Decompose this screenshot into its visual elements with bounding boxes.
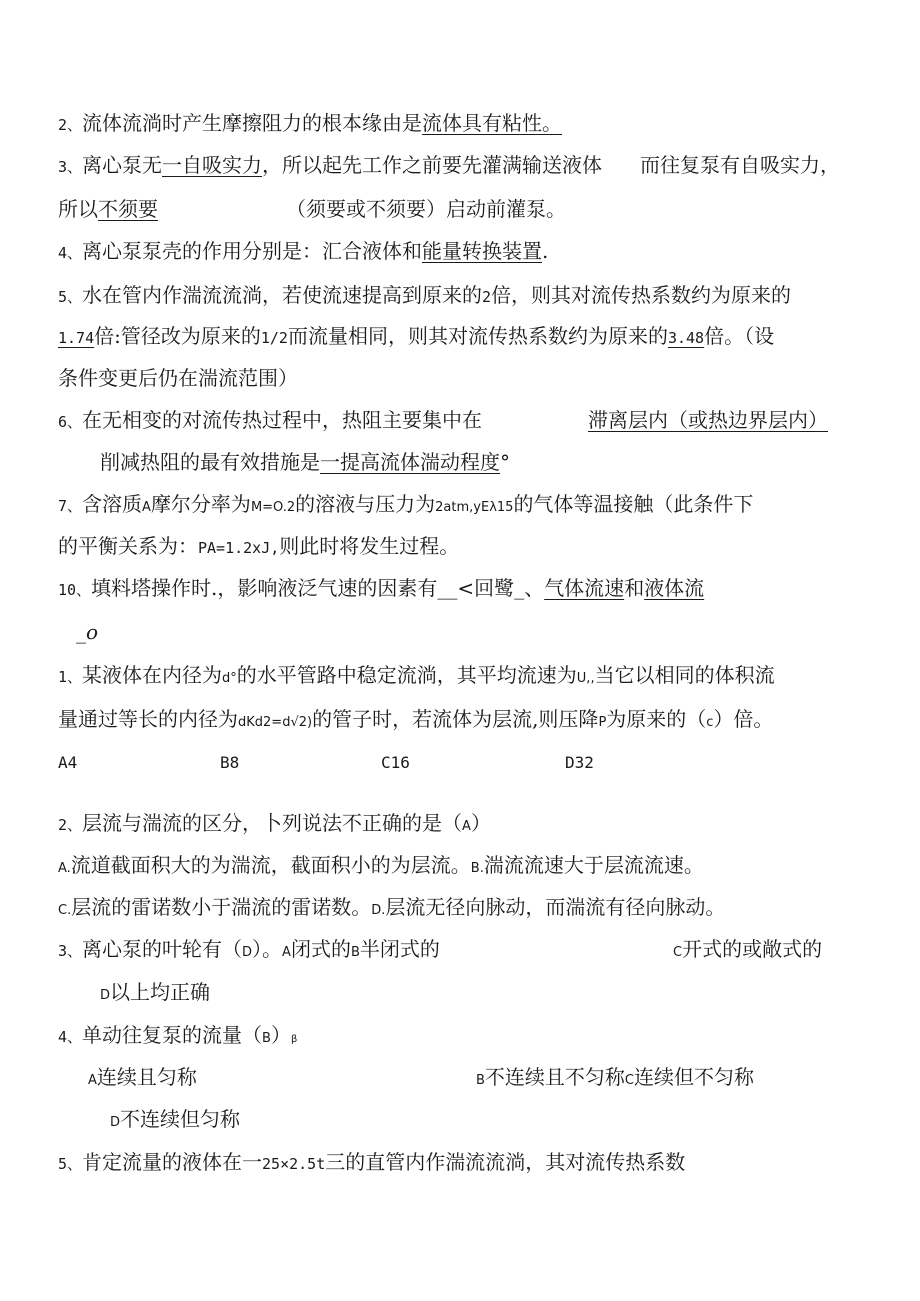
option-c: C16 — [381, 753, 410, 772]
option-a: A4 — [58, 753, 78, 772]
mc-question-3-option-d: D以上均正确 — [100, 980, 211, 1004]
question-7-line1: 7、含溶质A摩尔分率为M=O.2的溶液与压力为2atm,yEλ15的气体等温接触（此条件下 — [58, 492, 754, 516]
question-6-answer1 — [588, 406, 828, 434]
mc-question-1-line2: 量通过等长的内径为dKd2=d√2)的管子时，若流体为层流,则压降P为原来的（c）倍。 — [58, 707, 774, 731]
mc-question-5: 5、肯定流量的液体在一25×2.5t三的直管内作湍流流淌，其对流传热系数 — [58, 1150, 686, 1174]
question-5-line1: 5、水在管内作湍流流淌，若使流速提高到原来的2倍，则其对流传热系数约为原来的 — [58, 283, 792, 307]
answer: 一提高流体湍动程度 — [320, 450, 500, 474]
question-4: 4、离心泵泵壳的作用分别是：汇合液体和能量转换装置. — [58, 239, 549, 263]
question-7-line2: 的平衡关系为：PA=1.2xJ,则此时将发生过程。 — [58, 534, 460, 558]
question-5-line2: 1.74倍:管径改为原来的1/2而流量相同，则其对流传热系数约为原来的3.48倍。（设 — [58, 324, 775, 348]
question-6-line2: 削减热阻的最有效措施是一提高流体湍动程度° — [100, 450, 510, 474]
question-10-line1: 10、填料塔操作时.，影响液泛气速的因素有__<回鹭_、气体流速和液体流 — [58, 576, 705, 600]
question-3-line1: 3、离心泵无一自吸实力，所以起先工作之前要先灌满输送液体 — [58, 153, 603, 177]
option-d: D32 — [565, 753, 594, 772]
mc-question-2: 2、层流与湍流的区分，卜列说法不正确的是（A） — [58, 811, 491, 835]
answer: 液体流 — [644, 576, 705, 600]
answer: 3.48 — [667, 329, 705, 347]
mc-question-4-option-d: D不连续但匀称 — [110, 1107, 241, 1131]
answer: 能量转换装置 — [422, 239, 543, 263]
answer: 一自吸实力 — [162, 153, 263, 177]
mc-question-3-option-c: C开式的或敞式的 — [673, 937, 823, 961]
mc-question-4-option-a: A连续且匀称 — [88, 1065, 197, 1089]
mc-question-4: 4、单动往复泵的流量（B）β — [58, 1023, 298, 1047]
mc-question-3-line1: 3、离心泵的叶轮有（D）。A闭式的B半闭式的 — [58, 937, 440, 961]
mc-question-2-options-ab: A.流道截面积大的为湍流，截面积小的为层流。B.湍流流速大于层流流速。 — [58, 853, 704, 877]
answer: 不须要 — [98, 197, 158, 221]
question-3-line1b: 而往复泵有自吸实力， — [640, 153, 840, 177]
question-6-line1: 6、在无相变的对流传热过程中，热阻主要集中在 — [58, 408, 483, 432]
question-10-line2: _o — [76, 620, 99, 644]
question-3-line2b: （须要或不须要）启动前灌泵。 — [286, 197, 566, 221]
question-3-line2: 所以不须要 — [58, 197, 158, 221]
mc-question-2-options-cd: C.层流的雷诺数小于湍流的雷诺数。D.层流无径向脉动，而湍流有径向脉动。 — [58, 895, 726, 919]
answer: 1.74 — [58, 329, 95, 347]
mc-question-4-option-bc: B不连续且不匀称C连续但不匀称 — [476, 1065, 754, 1089]
answer: 滞离层内（或热边界层内） — [588, 408, 828, 432]
answer: 气体流速 — [544, 576, 625, 600]
option-b: B8 — [220, 753, 240, 772]
mc-question-1-line1: 1、某液体在内径为d°的水平管路中稳定流淌，其平均流速为U,,当它以相同的体积流 — [58, 663, 775, 687]
answer: 流体具有粘性。 — [422, 111, 563, 135]
question-5-line3: 条件变更后仍在湍流范围） — [58, 366, 298, 390]
question-2: 2、流体流淌时产生摩擦阻力的根本缘由是流体具有粘性。 — [58, 111, 563, 135]
